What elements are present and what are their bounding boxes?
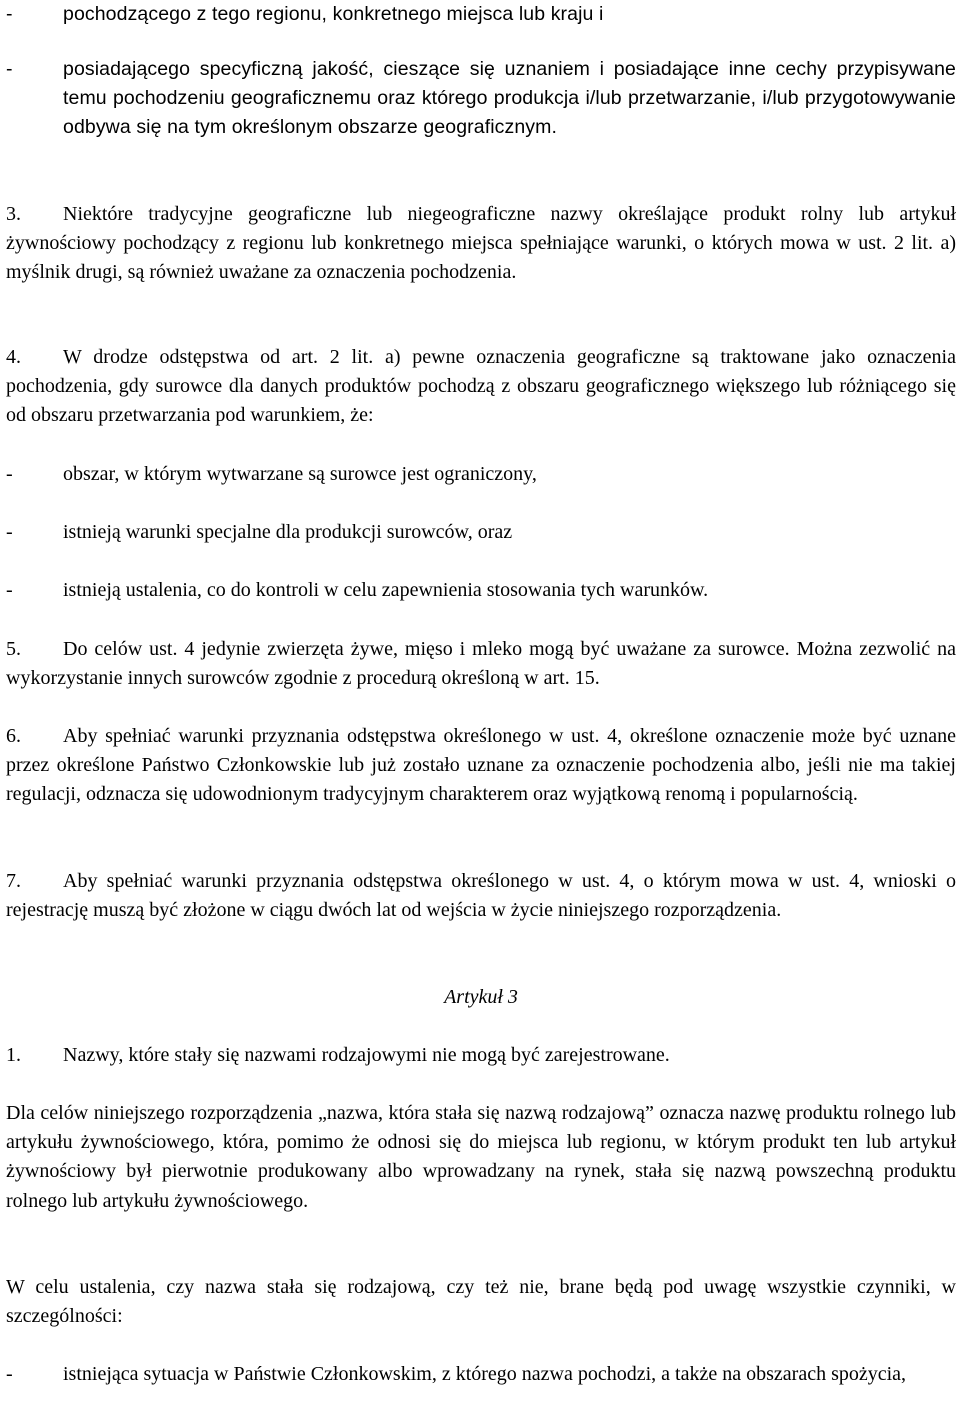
paragraph-text: Aby spełniać warunki przyznania odstępstwa określonego w ust. 4, określone oznaczenie może być uznane przez określone Państwo Członkowskie lub już zostało uznane za oznaczenie pochodzenia albo, jeśli nie ma takiej regulacji, odznacza się udowodnionym tradycyjnym charakterem oraz wyjątkową renomą i popularnością. xyxy=(6,725,956,806)
paragraph-6 xyxy=(6,722,956,810)
paragraph-text: Do celów ust. 4 jedynie zwierzęta żywe, mięso i mleko mogą być uważane za surowce. Można zezwolić na wykorzystanie innych surowców zgodnie z procedurą określoną w art. 15. xyxy=(6,638,956,690)
paragraph-number: 5. xyxy=(6,638,21,660)
list-item-text: istnieją ustalenia, co do kontroli w celu zapewnienia stosowania tych warunków. xyxy=(63,579,709,601)
paragraph-number: 1. xyxy=(6,1044,21,1066)
dash-marker: - xyxy=(6,521,13,543)
article-3-factors-paragraph: W celu ustalenia, czy nazwa stała się rodzajową, czy też nie, brane będą pod uwagę wszystkie czynniki, w szczególności: xyxy=(6,1276,956,1328)
article-3-paragraph-1 xyxy=(6,1041,956,1070)
list-item-text: posiadającego specyficzną jakość, cieszące się uznaniem i posiadające inne cechy przypisywane temu pochodzeniu geograficznemu oraz którego produkcja i/lub przetwarzanie, i/lub przygotowywanie odbywa się na tym określonym obszarze geograficznym. xyxy=(63,58,956,139)
list-item xyxy=(6,576,956,605)
paragraph-5 xyxy=(6,635,956,693)
paragraph-4 xyxy=(6,343,956,431)
paragraph-7 xyxy=(6,867,956,925)
paragraph-text: Aby spełniać warunki przyznania odstępstwa określonego w ust. 4, o którym mowa w ust. 4, wnioski o rejestrację muszą być złożone w ciągu dwóch lat od wejścia w życie niniejszego rozporządzenia. xyxy=(6,870,956,922)
paragraph-text: Nazwy, które stały się nazwami rodzajowymi nie mogą być zarejestrowane. xyxy=(63,1044,670,1066)
list-item xyxy=(6,55,956,143)
list-item-text: obszar, w którym wytwarzane są surowce jest ograniczony, xyxy=(63,463,537,485)
paragraph-text: W drodze odstępstwa od art. 2 lit. a) pewne oznaczenia geograficzne są traktowane jako oznaczenia pochodzenia, gdy surowce dla danych produktów pochodzą z obszaru geograficznego większego lub różniącego się od obszaru przetwarzania pod warunkiem, że: xyxy=(6,346,956,427)
dash-marker: - xyxy=(6,463,13,485)
article-3-definition-paragraph: Dla celów niniejszego rozporządzenia „nazwa, która stała się nazwą rodzajową” oznacza nazwę produktu rolnego lub artykułu żywnościowego, która, pomimo że odnosi się do miejsca lub regionu, w którym produkt ten lub artykuł żywnościowy był pierwotnie produkowany albo wprowadzany na rynek, stała się nazwą powszechną produktu rolnego lub artykułu żywnościowego. xyxy=(6,1102,956,1212)
list-item xyxy=(6,0,956,29)
paragraph-number: 6. xyxy=(6,725,21,747)
dash-marker: - xyxy=(6,579,13,601)
list-item xyxy=(6,460,956,489)
paragraph-text: Niektóre tradycyjne geograficzne lub niegeograficzne nazwy określające produkt rolny lub artykuł żywnościowy pochodzący z regionu lub konkretnego miejsca spełniające warunki, o których mowa w ust. 2 lit. a) myślnik drugi, są również uważane za oznaczenia pochodzenia. xyxy=(6,203,956,284)
article-heading: Artykuł 3 xyxy=(444,986,518,1008)
paragraph-number: 7. xyxy=(6,870,21,892)
paragraph-3 xyxy=(6,200,956,288)
paragraph-number: 3. xyxy=(6,203,21,225)
dash-marker: - xyxy=(6,58,13,80)
list-item-text: istniejąca sytuacja w Państwie Członkowskim, z którego nazwa pochodzi, a także na obszarach spożycia, xyxy=(63,1363,907,1385)
list-item-text: pochodzącego z tego regionu, konkretnego miejsca lub kraju i xyxy=(63,3,604,25)
list-item-text: istnieją warunki specjalne dla produkcji surowców, oraz xyxy=(63,521,513,543)
list-item xyxy=(6,518,956,547)
dash-marker: - xyxy=(6,1363,13,1385)
paragraph-number: 4. xyxy=(6,346,21,368)
dash-marker: - xyxy=(6,3,13,25)
list-item xyxy=(6,1360,956,1389)
